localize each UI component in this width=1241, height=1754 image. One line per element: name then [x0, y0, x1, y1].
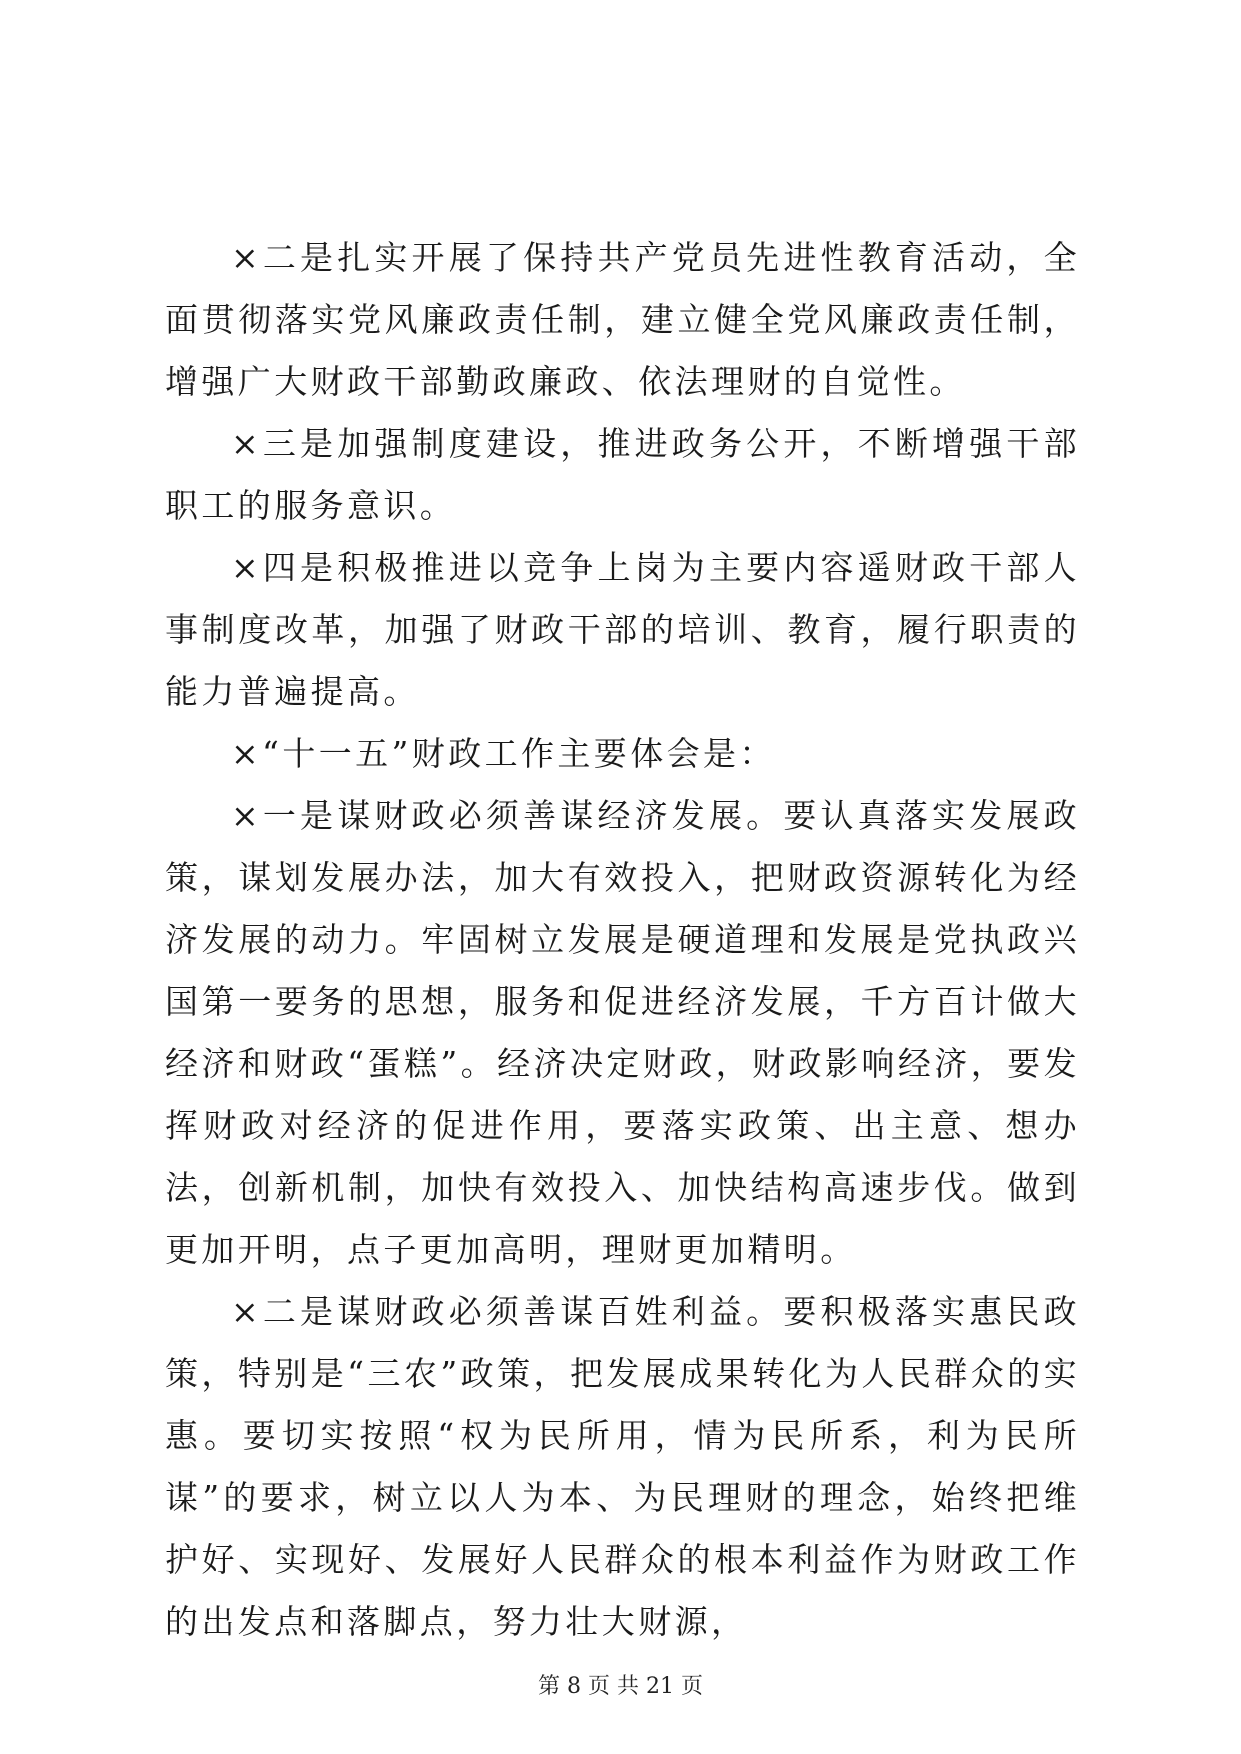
paragraph: ×三是加强制度建设，推进政务公开，不断增强干部职工的服务意识。	[165, 424, 1080, 525]
paragraph: ×二是谋财政必须善谋百姓利益。要积极落实惠民政策，特别是“三农”政策，把发展成果转化为人民群众的实惠。要切实按照“权为民所用，情为民所系，利为民所谋”的要求，树立以人为本、为民理财的理念，始终把维护好、实现好、发展好人民群众的根本利益作为财政工作的出发点和落脚点，努力壮大财源，	[165, 1292, 1080, 1641]
page-number-footer: 第 8 页 共 21 页	[538, 1674, 703, 1699]
paragraph: ×二是扎实开展了保持共产党员先进性教育活动，全面贯彻落实党风廉政责任制，建立健全党风廉政责任制，增强广大财政干部勤政廉政、依法理财的自觉性。	[165, 238, 1080, 401]
paragraph: ×四是积极推进以竞争上岗为主要内容遥财政干部人事制度改革，加强了财政干部的培训、教育，履行职责的能力普遍提高。	[165, 548, 1080, 711]
paragraph: ×“十一五”财政工作主要体会是：	[231, 734, 776, 773]
paragraph: ×一是谋财政必须善谋经济发展。要认真落实发展政策，谋划发展办法，加大有效投入，把财政资源转化为经济发展的动力。牢固树立发展是硬道理和发展是党执政兴国第一要务的思想，服务和促进经济发展，千方百计做大经济和财政“蛋糕”。经济决定财政，财政影响经济，要发挥财政对经济的促进作用，要落实政策、出主意、想办法，创新机制，加快有效投入、加快结构高速步伐。做到更加开明，点子更加高明，理财更加精明。	[165, 796, 1080, 1269]
document-body	[165, 227, 1080, 1653]
